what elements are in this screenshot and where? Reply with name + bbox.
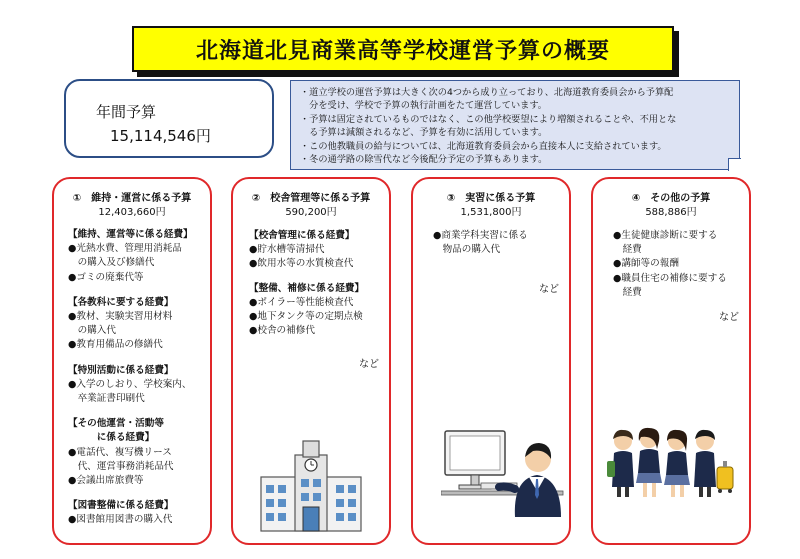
list-item: ●校舎の補修代: [249, 325, 315, 337]
list-item: ●飲用水等の水質検査代: [249, 258, 354, 270]
list-item: 経費: [613, 286, 642, 298]
list-item: の購入及び修繕代: [68, 257, 155, 269]
etc-label: など: [539, 284, 559, 295]
budget-card-practice: [411, 177, 571, 545]
list-item: ●教材、実験実習用材料: [68, 311, 173, 323]
card-body: [433, 229, 563, 257]
card-heading: ② 校舎管理等に係る予算: [251, 193, 371, 204]
notes-box: [290, 80, 740, 170]
budget-card-other: [591, 177, 751, 545]
list-item: ●図書館用図書の購入代: [68, 514, 173, 526]
note-line: ・冬の通学路の除雪代など今後配分予定の予算もあります。: [300, 154, 548, 166]
budget-card-building: [231, 177, 391, 545]
list-item: ●教育用備品の修繕代: [68, 339, 163, 351]
card-body: [68, 228, 204, 528]
card-body: [613, 229, 743, 300]
card-heading: ④ その他の予算: [631, 193, 711, 204]
list-item: ●ゴミの廃棄代等: [68, 271, 144, 283]
section-title: 【その他運営・活動等: [68, 418, 164, 430]
list-item: ●光熱水費、管理用消耗品: [68, 243, 182, 255]
etc-label: など: [719, 312, 739, 323]
section-title: 【整備、補修に係る経費】: [249, 282, 365, 294]
section-title: 【図書整備に係る経費】: [68, 500, 174, 512]
list-item: 卒業証書印刷代: [68, 393, 145, 405]
annual-budget-value: 15,114,546円: [110, 127, 211, 145]
list-item: ●ボイラー等性能検査代: [249, 296, 354, 308]
card-amount: 1,531,800円: [460, 207, 522, 218]
note-line: ・この他教職員の給与については、北海道教育委員会から直接本人に支給されています。: [300, 140, 667, 152]
list-item: ●地下タンク等の定期点検: [249, 311, 363, 323]
page-fold-corner: [728, 158, 741, 171]
list-item: ●生徒健康診断に要する: [613, 230, 718, 241]
list-item: ●職員住宅の補修に要する: [613, 272, 727, 284]
page-title: 北海道北見商業高等学校運営予算の概要: [132, 26, 674, 72]
card-amount: 590,200円: [285, 207, 337, 218]
card-amount: 12,403,660円: [98, 207, 166, 218]
section-title: 【維持、運営等に係る経費】: [68, 229, 193, 240]
note-line: ・道立学校の運営予算は大きく次の4つから成り立っており、北海道教育委員会から予算配: [300, 87, 674, 98]
card-body: [249, 229, 383, 338]
list-item: ●会議出席旅費等: [68, 475, 144, 487]
note-line: ・予算は固定されているものではなく、この他学校要望により増額されることや、不用とな: [300, 113, 677, 125]
note-line: 分を受け、学校で予算の執行計画をたて運営しています。: [300, 100, 547, 112]
card-heading: ③ 実習に係る予算: [446, 193, 536, 204]
budget-card-maintenance: [52, 177, 212, 545]
section-title: 【特別活動に係る経費】: [68, 364, 174, 376]
list-item: 経費: [613, 244, 642, 256]
school-building-icon: [259, 437, 363, 533]
section-title: 【校舎管理に係る経費】: [249, 230, 355, 241]
list-item: に係る経費】: [68, 432, 155, 444]
annual-budget-label: 年間予算: [96, 103, 157, 121]
list-item: ●講師等の報酬: [613, 258, 679, 270]
list-item: ●入学のしおり、学校案内、: [68, 378, 192, 390]
students-group-icon: [607, 427, 743, 499]
list-item: ●貯水槽等清掃代: [249, 244, 325, 256]
note-line: る予算は減額されるなど、予算を有効に活用しています。: [300, 127, 548, 139]
card-amount: 588,886円: [645, 207, 697, 218]
card-heading: ① 維持・運営に係る予算: [72, 193, 192, 204]
list-item: 代、運営事務消耗品代: [68, 460, 174, 472]
computer-user-icon: [441, 419, 567, 519]
section-title: 【各教科に要する経費】: [68, 296, 174, 308]
annual-budget-box: [64, 79, 274, 158]
list-item: 物品の購入代: [433, 244, 501, 256]
etc-label: など: [359, 359, 379, 370]
list-item: ●商業学科実習に係る: [433, 230, 528, 241]
list-item: ●電話代、複写機リース: [68, 446, 172, 458]
list-item: の購入代: [68, 325, 116, 337]
